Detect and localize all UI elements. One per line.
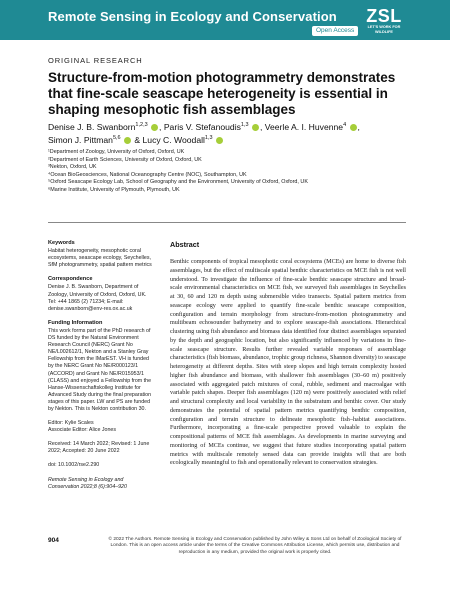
article-title: Structure-from-motion photogrammetry demonstrates that fine-scale seascape heterogeneity is essential in shaping mesophotic fish assemblages <box>48 70 396 117</box>
page-number: 904 <box>48 537 59 544</box>
section-label: ORIGINAL RESEARCH <box>48 56 143 65</box>
doi-link[interactable]: doi: 10.1002/rse2.290 <box>48 462 100 469</box>
zsl-logo <box>364 7 404 34</box>
funding-text: This work forms part of the PhD research of DS funded by the Natural Environment Research Council (NERC) Grant No NE/L002612/1, Nekton and a Stanley Gray Fellowship from the IMarEST. VH is funded by the NERC Grant No NE/R000123/1 (ACCORD) and Grant No NE/R015953/1 (CLASS) and enjoyed a Fellowship from the Hanse-Wissenschaftskolleg Institute for Advanced Study during the final preparation stages of this paper. LW and PS are funded by Nekton. This is Nekton contribution 30. <box>48 327 152 412</box>
funding-heading: Funding Information <box>48 319 103 326</box>
funding-block <box>48 320 156 413</box>
author-name: , Paris V. Stefanoudis <box>159 121 241 132</box>
affiliation-line: ⁴Ocean BioGeosciences, National Oceanography Centre (NOC), Southampton, UK <box>48 171 247 178</box>
editor-text: Editor: Kylie Scales <box>48 420 94 427</box>
orcid-icon[interactable] <box>151 124 158 131</box>
dates-block <box>48 441 156 455</box>
affiliation-line: ⁶Marine Institute, University of Plymouth, Plymouth, UK <box>48 186 180 193</box>
citation-block <box>48 477 156 491</box>
author-list: Denise J. B. Swanborn$^{1,2,3}$ , Paris V. Stefanoudis$^{1,3}$ , Veerle A. I. Huvenne$^4$ , Simon J. Pittman$^{5,6}$ & Lucy C. Woodall$^{1,3}$ <box>48 121 360 146</box>
affiliation-line: ³Nekton, Oxford, UK <box>48 164 97 171</box>
abstract-section <box>170 240 406 468</box>
journal-title: Remote Sensing in Ecology and Conservation <box>48 9 337 24</box>
dates-text: Received: 14 March 2022; Revised: 1 June 2022; Accepted: 20 June 2022 <box>48 441 150 455</box>
author-affiliation-sup: 4 <box>343 122 347 128</box>
associate-editor-text: Associate Editor: Alice Jones <box>48 427 117 434</box>
keywords-heading: Keywords <box>48 240 75 246</box>
correspondence-block <box>48 276 156 312</box>
author-name: Simon J. Pittman <box>48 135 113 146</box>
abstract-heading: Abstract <box>170 240 200 249</box>
editors-block <box>48 420 156 434</box>
orcid-icon[interactable] <box>252 124 259 131</box>
correspondence-heading: Correspondence <box>48 276 93 283</box>
keywords-block <box>48 240 156 269</box>
keywords-text: Habitat heterogeneity, mesophotic coral ecosystems, seascape ecology, Seychelles, SfM photogrammetry, spatial pattern metrics <box>48 248 152 269</box>
correspondence-text[interactable]: Denise J. B. Swanborn, Department of Zoology, University of Oxford, Oxford, UK. Tel: +44 1865 (2) 71234; E-mail: denise.swanborn@env-res.ox.ac.uk <box>48 284 147 312</box>
zsl-logo-text: ZSL <box>366 6 402 26</box>
author-name: & Lucy C. Woodall <box>132 135 205 146</box>
author-affiliation-sup: 1,3 <box>240 122 249 128</box>
affiliation-line: ¹Department of Zoology, University of Oxford, Oxford, UK <box>48 149 185 155</box>
doi-block <box>48 462 156 469</box>
orcid-icon[interactable] <box>124 137 131 144</box>
section-divider <box>48 222 406 223</box>
orcid-icon[interactable] <box>350 124 357 131</box>
orcid-icon[interactable] <box>216 137 223 144</box>
affiliation-line: ²Department of Earth Sciences, University of Oxford, Oxford, UK <box>48 156 202 163</box>
license-notice: © 2022 The Authors. Remote Sensing in Ecology and Conservation published by John Wiley & Sons Ltd on behalf of Zoological Society of London. This is an open access article under the terms of the Creative Commons Attribution License, which permits use, distribution and reproduction in any medium, provided the original work is properly cited. <box>108 537 402 555</box>
open-access-badge: Open Access <box>312 26 358 36</box>
author-affiliation-sup: 1,3 <box>204 135 213 142</box>
author-affiliation-sup: 5,6 <box>112 135 121 142</box>
affiliation-line: ⁵Oxford Seascape Ecology Lab, School of Geography and the Environment, University of Oxford, Oxford, UK <box>48 179 308 186</box>
author-name: Denise J. B. Swanborn <box>48 121 136 132</box>
zsl-logo-tagline: LET'S WORK FOR WILDLIFE <box>367 25 401 34</box>
article-sidebar <box>48 240 156 498</box>
abstract-body: Benthic components of tropical mesophotic coral ecosystems (MCEs) are home to diverse fish assemblages, but the effect of multiscale spatial benthic characteristics on MCE fish is not well understood. To investigate the influence of fine-scale benthic seascape structure and broad-scale environmental characteristics on MCE fish, we surveyed fish assemblages in Seychelles at 30, 60 and 120 m depth using submersible video transects. Spatial pattern metrics from seascape ecology were applied to quantify fine-scale benthic seascape composition, configuration and terrain morphology from structure-from-motion photogrammetry and multibeam echosounder bathymetry and to explore seascape-fish associations. Hierarchical clustering using fish abundance and biomass data identified four distinct assemblages separated by the depth and geographic location, but also significantly influenced by variations in fine-scale seascape structure. Results further revealed variable responses of assemblage characteristics (fish biomass, abundance, trophic group richness, Shannon diversity) to seascape heterogeneity at different depths. Sites with steep slopes and high terrain complexity hosted higher fish abundance and biomass, with shallower fish assemblages (30–60 m) positively associated with aggregated patch mixtures of coral, rubble, sediment and macroalgae with variable patch shapes. Deeper fish assemblages (120 m) were positively associated with relief and structural complexity and local variability in the substratum and benthic cover. Our study demonstrates the potential of spatial pattern metrics quantifying benthic composition, configuration and terrain structure to delineate mesophotic fish–habitat associations. Furthermore, incorporating a fine-scale perspective proved valuable to explain the compositional patterns of MCE fish assemblages. As developments in marine surveying and monitoring of MCEs continue, we suggest that future studies incorporating spatial pattern metrics with multiscale remotely sensed data can provide insights will that are both ecologically meaningful to fish and operationally relevant to conservation strategies. <box>170 259 406 467</box>
author-affiliation-sup: 1,2,3 <box>135 122 148 128</box>
citation-text: Remote Sensing in Ecology and Conservation 2022;8 (6):904–920 <box>48 476 127 490</box>
affiliations <box>48 149 428 195</box>
journal-banner <box>0 0 450 40</box>
author-name: , Veerle A. I. Huvenne <box>259 121 344 132</box>
